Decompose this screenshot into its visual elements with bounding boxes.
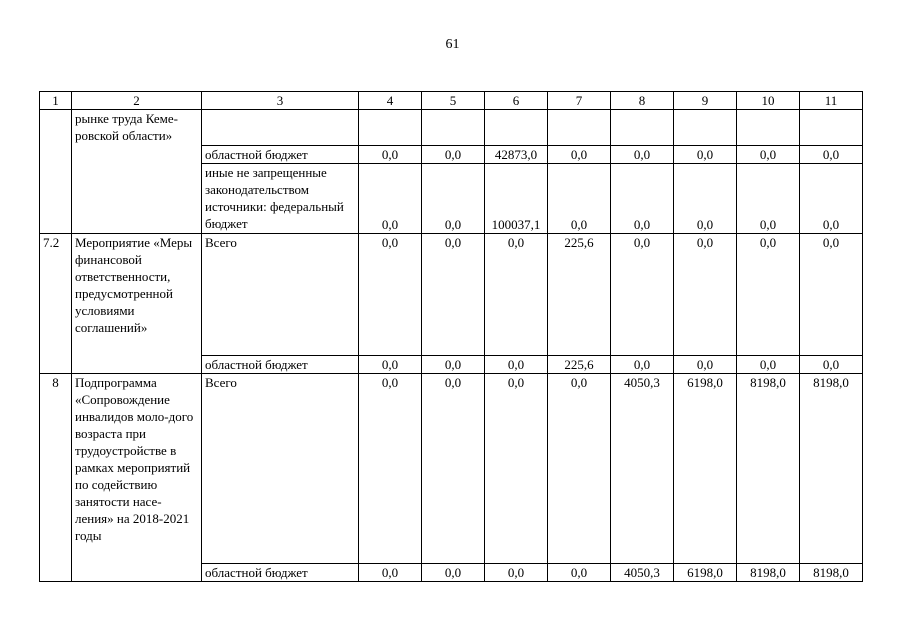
row-number-cell [40, 110, 72, 234]
value-cell: 8198,0 [737, 374, 800, 564]
value-cell: 0,0 [674, 146, 737, 164]
row-number-cell: 7.2 [40, 234, 72, 374]
value-cell: 0,0 [548, 146, 611, 164]
column-header: 11 [800, 92, 863, 110]
table-row [40, 234, 863, 356]
value-cell: 0,0 [422, 234, 485, 356]
value-cell: 42873,0 [485, 146, 548, 164]
value-cell: 0,0 [359, 564, 422, 582]
value-cell: 0,0 [737, 146, 800, 164]
value-cell: 0,0 [611, 234, 674, 356]
value-cell: 225,6 [548, 356, 611, 374]
row-number-cell: 8 [40, 374, 72, 582]
value-cell: 0,0 [611, 146, 674, 164]
column-header: 8 [611, 92, 674, 110]
value-cell: 100037,1 [485, 164, 548, 234]
value-cell: 0,0 [548, 374, 611, 564]
value-cell: 4050,3 [611, 564, 674, 582]
value-cell: 0,0 [800, 356, 863, 374]
column-header: 10 [737, 92, 800, 110]
column-header: 6 [485, 92, 548, 110]
column-header: 2 [72, 92, 202, 110]
value-cell: 0,0 [359, 234, 422, 356]
value-cell: 0,0 [359, 146, 422, 164]
value-cell: 0,0 [548, 564, 611, 582]
value-cell: 0,0 [737, 234, 800, 356]
funding-source-cell [202, 110, 359, 146]
program-name-cell: Подпрограмма «Сопровождение инвалидов моло-дого возраста при трудоустройстве в рамках мероприятий по содействию занятости насе-ления» на 2018-2021 годы [72, 374, 202, 582]
column-header: 7 [548, 92, 611, 110]
value-cell: 0,0 [485, 356, 548, 374]
value-cell: 8198,0 [800, 374, 863, 564]
value-cell: 0,0 [737, 356, 800, 374]
value-cell: 0,0 [611, 356, 674, 374]
value-cell: 0,0 [800, 146, 863, 164]
value-cell: 8198,0 [800, 564, 863, 582]
column-header: 4 [359, 92, 422, 110]
value-cell: 0,0 [422, 374, 485, 564]
funding-source-cell: областной бюджет [202, 146, 359, 164]
value-cell: 0,0 [674, 164, 737, 234]
funding-source-cell: Всего [202, 374, 359, 564]
value-cell: 0,0 [485, 564, 548, 582]
funding-source-cell: иные не запрещенные законодательством источники: федеральный бюджет [202, 164, 359, 234]
funding-source-cell: Всего [202, 234, 359, 356]
program-name-cell: Мероприятие «Меры финансовой ответственности, предусмотренной условиями соглашений» [72, 234, 202, 374]
budget-table [39, 91, 863, 582]
value-cell: 0,0 [422, 146, 485, 164]
value-cell: 0,0 [359, 164, 422, 234]
value-cell: 6198,0 [674, 374, 737, 564]
program-name-cell: рынке труда Кеме-ровской области» [72, 110, 202, 234]
value-cell: 225,6 [548, 234, 611, 356]
column-header: 5 [422, 92, 485, 110]
value-cell: 4050,3 [611, 374, 674, 564]
table-row [40, 110, 863, 146]
header-row [40, 92, 863, 110]
funding-source-cell: областной бюджет [202, 356, 359, 374]
column-header: 1 [40, 92, 72, 110]
value-cell: 0,0 [359, 374, 422, 564]
value-cell: 0,0 [611, 164, 674, 234]
column-header: 3 [202, 92, 359, 110]
value-cell: 0,0 [548, 164, 611, 234]
value-cell: 0,0 [422, 564, 485, 582]
page-number: 61 [445, 37, 460, 52]
table-row [40, 374, 863, 564]
value-cell: 0,0 [737, 164, 800, 234]
value-cell: 8198,0 [737, 564, 800, 582]
funding-source-cell: областной бюджет [202, 564, 359, 582]
column-header: 9 [674, 92, 737, 110]
value-cell: 0,0 [674, 234, 737, 356]
value-cell: 0,0 [422, 164, 485, 234]
value-cell: 0,0 [485, 234, 548, 356]
value-cell: 0,0 [800, 164, 863, 234]
value-cell: 6198,0 [674, 564, 737, 582]
value-cell: 0,0 [422, 356, 485, 374]
value-cell: 0,0 [485, 374, 548, 564]
value-cell: 0,0 [800, 234, 863, 356]
value-cell: 0,0 [359, 356, 422, 374]
value-cell: 0,0 [674, 356, 737, 374]
